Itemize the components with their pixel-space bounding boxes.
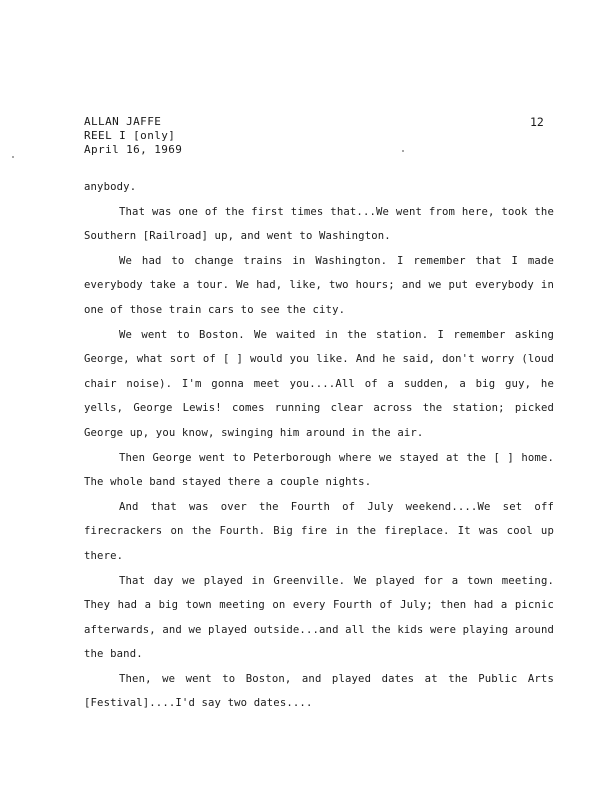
scan-speck bbox=[402, 150, 404, 152]
scan-speck bbox=[12, 156, 14, 158]
paragraph: Then, we went to Boston, and played dates at the Public Arts [Festival]....I'd say two dates.... bbox=[84, 672, 554, 710]
page-number: 12 bbox=[530, 115, 544, 129]
paragraph: We had to change trains in Washington. I remember that I made everybody take a tour. We had, like, two hours; and we put everybody in one of those train cars to see the city. bbox=[84, 254, 554, 316]
interviewee-name: ALLAN JAFFE bbox=[84, 115, 162, 128]
transcript-body bbox=[84, 175, 554, 716]
paragraph: That was one of the first times that...We went from here, took the Southern [Railroad] up, and went to Washington. bbox=[84, 205, 554, 243]
paragraph: Then George went to Peterborough where we stayed at the [ ] home. The whole band stayed there a couple nights. bbox=[84, 451, 554, 489]
paragraph: That day we played in Greenville. We played for a town meeting. They had a big town meeting on every Fourth of July; then had a picnic afterwards, and we played outside...and all the kids were playing around the band. bbox=[84, 574, 555, 661]
reel-label: REEL I [only] bbox=[84, 129, 176, 142]
document-header bbox=[84, 115, 182, 157]
interview-date: April 16, 1969 bbox=[84, 143, 183, 156]
paragraph-continuation: anybody. bbox=[84, 181, 137, 193]
paragraph: And that was over the Fourth of July weekend....We set off firecrackers on the Fourth. Big fire in the fireplace. It was cool up there. bbox=[84, 500, 554, 562]
paragraph: We went to Boston. We waited in the station. I remember asking George, what sort of [ ] would you like. And he said, don't worry (loud chair noise). I'm gonna meet you....All of a sudden, a big guy, he yells, George Lewis! comes running clear across the station; picked George up, you know, swinging him around in the air. bbox=[84, 328, 554, 439]
